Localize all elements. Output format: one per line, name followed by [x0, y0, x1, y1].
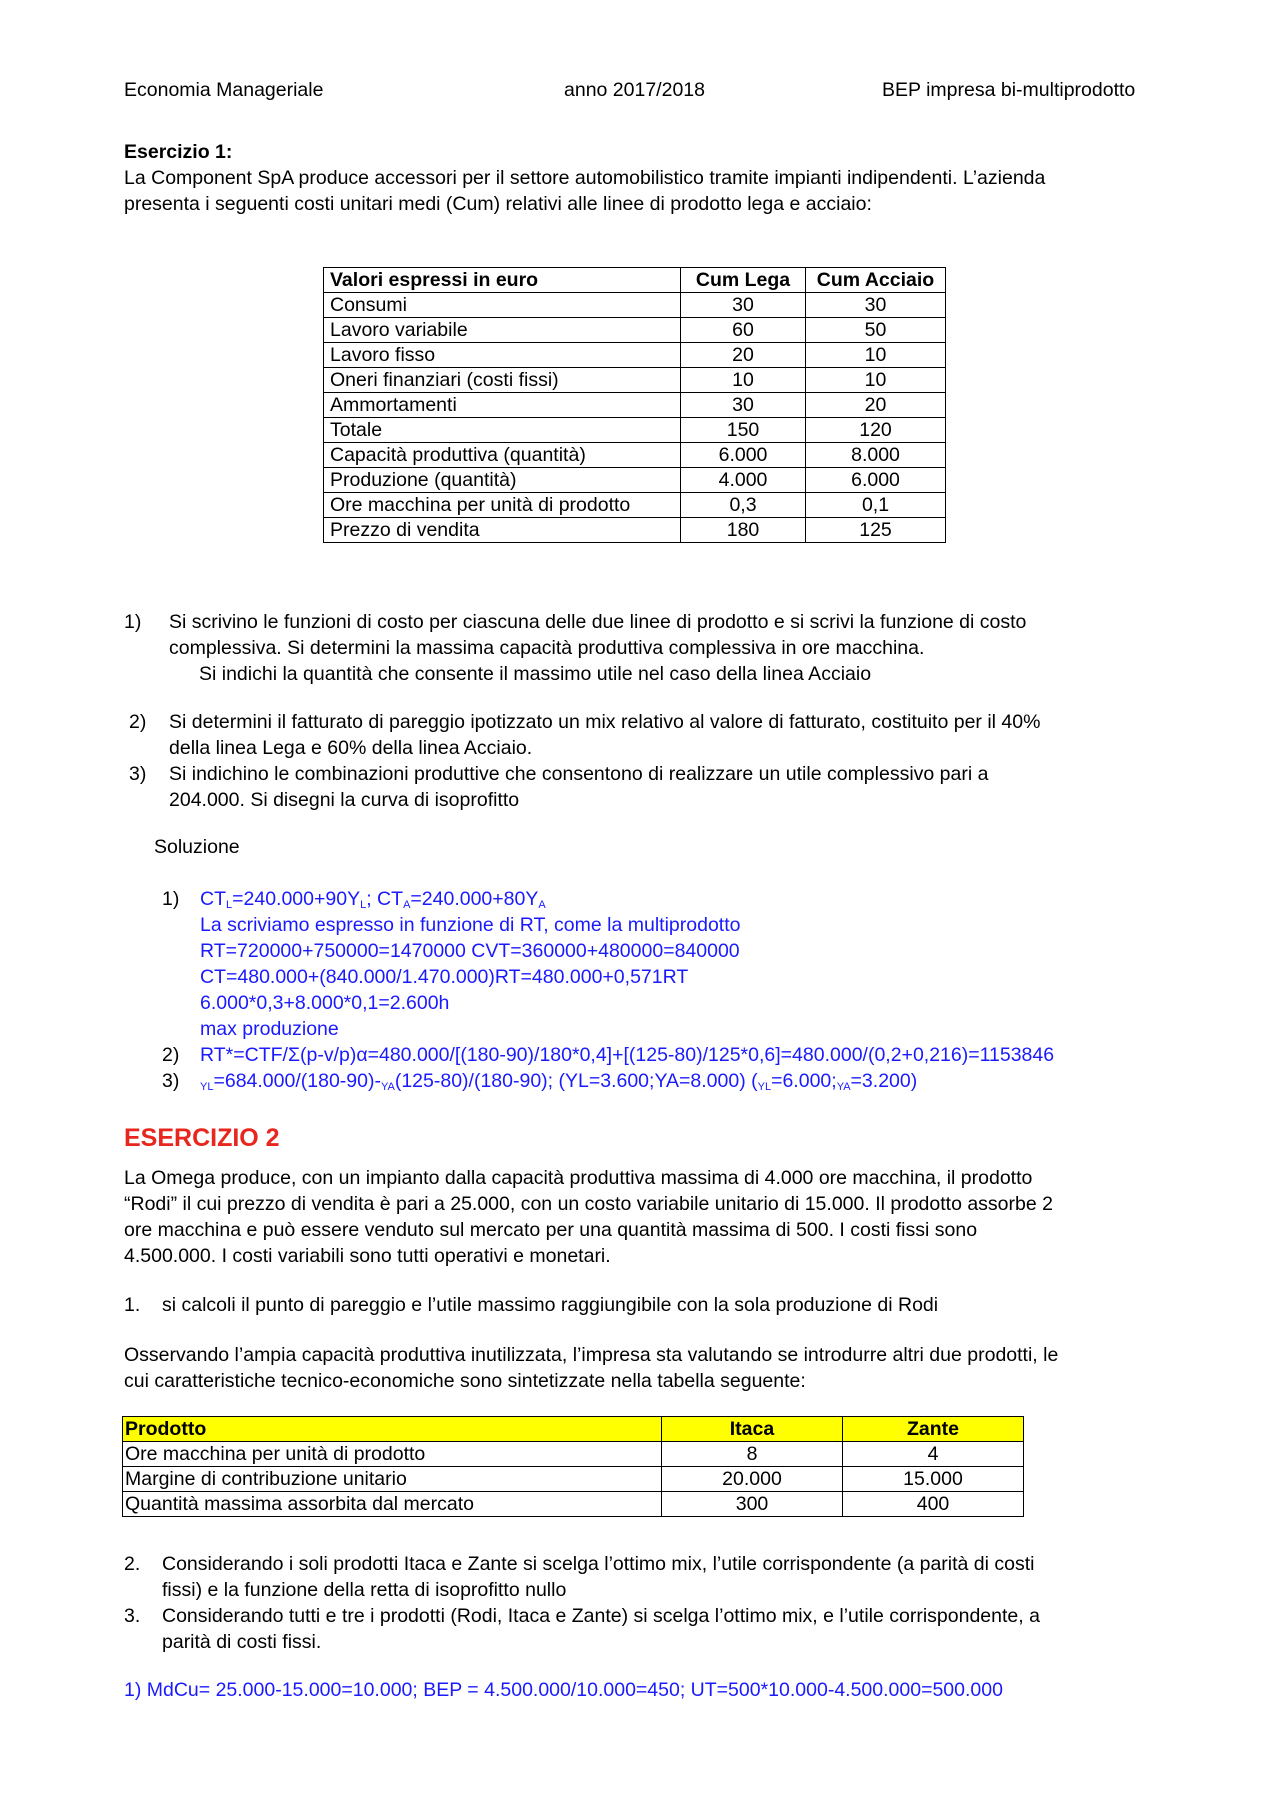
table-cell: 180 — [681, 518, 806, 543]
sol3-subscript: YL — [200, 1081, 214, 1093]
table-cell: 60 — [681, 318, 806, 343]
sol1-number: 1) — [162, 888, 180, 910]
table-row — [324, 293, 946, 318]
ex1-q1-line3: Si indichi la quantità che consente il massimo utile nel caso della linea Acciaio — [199, 663, 872, 685]
header-course: Economia Manageriale — [124, 79, 324, 101]
sol3-part: =3.200) — [850, 1070, 918, 1092]
ex2-q3-line1: Considerando tutti e tre i prodotti (Rodi, Itaca e Zante) si scelga l’ottimo mix, e l’utile corrispondente, a — [162, 1605, 1040, 1627]
ex1-q3-number: 3) — [129, 763, 147, 785]
ex2-q3-number: 3. — [124, 1605, 141, 1627]
ex2-q2-line2: fissi) e la funzione della retta di isoprofitto nullo — [162, 1579, 567, 1601]
table-cell: Lavoro variabile — [324, 318, 681, 343]
table-cell: 10 — [681, 368, 806, 393]
sol2-number: 2) — [162, 1044, 180, 1066]
table-cell: 15.000 — [843, 1467, 1024, 1492]
table-cell: Oneri finanziari (costi fissi) — [324, 368, 681, 393]
table-cell: 20 — [806, 393, 946, 418]
table-row — [123, 1492, 1024, 1517]
table-cell: 30 — [681, 293, 806, 318]
ex2-paragraph-line2: cui caratteristiche tecnico-economiche sono sintetizzate nella tabella seguente: — [124, 1370, 806, 1392]
table-row — [324, 343, 946, 368]
table-cell: 0,1 — [806, 493, 946, 518]
table-row — [324, 468, 946, 493]
ex1-q2-line2: della linea Lega e 60% della linea Acciaio. — [169, 737, 533, 759]
table-cell: Lavoro fisso — [324, 343, 681, 368]
cost-table-header-row — [324, 268, 946, 293]
table-row — [123, 1442, 1024, 1467]
table-cell: 4 — [843, 1442, 1024, 1467]
ex2-q2-number: 2. — [124, 1553, 141, 1575]
table-cell: Ore macchina per unità di prodotto — [123, 1442, 662, 1467]
sol1-subscript: A — [538, 899, 546, 911]
table-row — [324, 443, 946, 468]
sol1-line6: max produzione — [200, 1018, 339, 1040]
sol3-number: 3) — [162, 1070, 180, 1092]
table-row — [324, 418, 946, 443]
table-cell: 20.000 — [662, 1467, 843, 1492]
table-cell: Ammortamenti — [324, 393, 681, 418]
ex1-q1-line2: complessiva. Si determini la massima capacità produttiva complessiva in ore macchina. — [169, 637, 925, 659]
solution-label: Soluzione — [154, 836, 240, 858]
table-row — [324, 318, 946, 343]
table-cell: 4.000 — [681, 468, 806, 493]
table-cell: 120 — [806, 418, 946, 443]
cost-table-header: Cum Acciaio — [806, 268, 946, 293]
sol1-line4: CT=480.000+(840.000/1.470.000)RT=480.000+0,571RT — [200, 966, 689, 988]
table-cell: 8 — [662, 1442, 843, 1467]
table-row — [324, 518, 946, 543]
products-table-header: Prodotto — [123, 1417, 662, 1442]
table-cell: Totale — [324, 418, 681, 443]
table-cell: 30 — [681, 393, 806, 418]
table-cell: 10 — [806, 343, 946, 368]
table-cell: 6.000 — [681, 443, 806, 468]
table-cell: 125 — [806, 518, 946, 543]
exercise-1-title: Esercizio 1: — [124, 141, 233, 163]
cost-table — [323, 267, 946, 543]
ex1-q2-number: 2) — [129, 711, 147, 733]
sol3-part: (125-80)/(180-90); (YL=3.600;YA=8.000) ( — [394, 1070, 758, 1092]
cost-table-header: Cum Lega — [681, 268, 806, 293]
table-cell: 400 — [843, 1492, 1024, 1517]
sol1-line2: La scriviamo espresso in funzione di RT, come la multiprodotto — [200, 914, 741, 936]
sol1-part: CT — [200, 888, 226, 910]
table-row — [324, 393, 946, 418]
table-cell: Prezzo di vendita — [324, 518, 681, 543]
exercise-1-intro-line2: presenta i seguenti costi unitari medi (Cum) relativi alle linee di prodotto lega e acciaio: — [124, 193, 872, 215]
table-cell: 0,3 — [681, 493, 806, 518]
table-cell: 8.000 — [806, 443, 946, 468]
table-cell: Margine di contribuzione unitario — [123, 1467, 662, 1492]
table-row — [324, 493, 946, 518]
sol1-part: ; CT — [366, 888, 404, 910]
sol3-part: =6.000; — [771, 1070, 837, 1092]
sol1-part: =240.000+80Y — [410, 888, 539, 910]
exercise-2-intro-line2: “Rodi” il cui prezzo di vendita è pari a 25.000, con un costo variabile unitario di 15.000. Il prodotto assorbe 2 — [124, 1193, 1053, 1215]
header-topic: BEP impresa bi-multiprodotto — [882, 79, 1136, 101]
ex2-q1-number: 1. — [124, 1294, 141, 1316]
exercise-2-intro-line3: ore macchina e può essere venduto sul mercato per una quantità massima di 500. I costi fissi sono — [124, 1219, 978, 1241]
table-cell: Produzione (quantità) — [324, 468, 681, 493]
table-cell: Ore macchina per unità di prodotto — [324, 493, 681, 518]
sol3-subscript: YL — [757, 1081, 772, 1093]
ex1-q3-line1: Si indichino le combinazioni produttive che consentono di realizzare un utile complessivo pari a — [169, 763, 989, 785]
table-cell: 50 — [806, 318, 946, 343]
sol1-subscript: A — [403, 899, 411, 911]
products-table — [122, 1416, 1024, 1517]
table-row — [123, 1467, 1024, 1492]
sol1-cost-functions — [200, 886, 546, 915]
ex1-q1-number: 1) — [124, 611, 142, 633]
exercise-2-title: ESERCIZIO 2 — [124, 1124, 280, 1152]
table-cell: Consumi — [324, 293, 681, 318]
ex1-q3-line2: 204.000. Si disegni la curva di isoprofitto — [169, 789, 520, 811]
products-table-header: Zante — [843, 1417, 1024, 1442]
header-year: anno 2017/2018 — [564, 79, 705, 101]
exercise-1-intro-line1: La Component SpA produce accessori per il settore automobilistico tramite impianti indipendenti. L’azienda — [124, 167, 1046, 189]
table-cell: 6.000 — [806, 468, 946, 493]
table-cell: 10 — [806, 368, 946, 393]
table-cell: 300 — [662, 1492, 843, 1517]
sol1-line3: RT=720000+750000=1470000 CVT=360000+480000=840000 — [200, 940, 740, 962]
sol1-subscript: L — [226, 899, 233, 911]
exercise-2-intro-line1: La Omega produce, con un impianto dalla capacità produttiva massima di 4.000 ore macchina, il prodotto — [124, 1167, 1033, 1189]
table-cell: Capacità produttiva (quantità) — [324, 443, 681, 468]
sol2-line: RT*=CTF/Σ(p-v/p)α=480.000/[(180-90)/180*0,4]+[(125-80)/125*0,6]=480.000/(0,2+0,216)=1153846 — [200, 1044, 1055, 1066]
sol3-part: =684.000/(180-90)- — [213, 1070, 381, 1092]
sol3-subscript: YA — [380, 1081, 395, 1093]
sol3-subscript: YA — [836, 1081, 851, 1093]
ex2-q2-line1: Considerando i soli prodotti Itaca e Zante si scelga l’ottimo mix, l’utile corrispondente (a parità di costi — [162, 1553, 1035, 1575]
sol3-line — [200, 1068, 917, 1097]
table-cell: Quantità massima assorbita dal mercato — [123, 1492, 662, 1517]
ex2-q1-text: si calcoli il punto di pareggio e l’utile massimo raggiungibile con la sola produzione di Rodi — [162, 1294, 939, 1316]
products-table-header-row — [123, 1417, 1024, 1442]
table-cell: 30 — [806, 293, 946, 318]
sol1-line5: 6.000*0,3+8.000*0,1=2.600h — [200, 992, 450, 1014]
ex1-q1-line1: Si scrivino le funzioni di costo per ciascuna delle due linee di prodotto e si scrivi la funzione di costo — [169, 611, 1027, 633]
products-table-header: Itaca — [662, 1417, 843, 1442]
table-cell: 20 — [681, 343, 806, 368]
sol1-subscript: L — [360, 899, 367, 911]
ex2-answer-1: 1) MdCu= 25.000-15.000=10.000; BEP = 4.500.000/10.000=450; UT=500*10.000-4.500.000=500.000 — [124, 1679, 1003, 1701]
ex1-q2-line1: Si determini il fatturato di pareggio ipotizzato un mix relativo al valore di fatturato, costituito per il 40% — [169, 711, 1041, 733]
table-cell: 150 — [681, 418, 806, 443]
sol1-part: =240.000+90Y — [232, 888, 361, 910]
table-row — [324, 368, 946, 393]
ex2-paragraph-line1: Osservando l’ampia capacità produttiva inutilizzata, l’impresa sta valutando se introdurre altri due prodotti, le — [124, 1344, 1059, 1366]
ex2-q3-line2: parità di costi fissi. — [162, 1631, 322, 1653]
cost-table-header: Valori espressi in euro — [324, 268, 681, 293]
exercise-2-intro-line4: 4.500.000. I costi variabili sono tutti operativi e monetari. — [124, 1245, 611, 1267]
